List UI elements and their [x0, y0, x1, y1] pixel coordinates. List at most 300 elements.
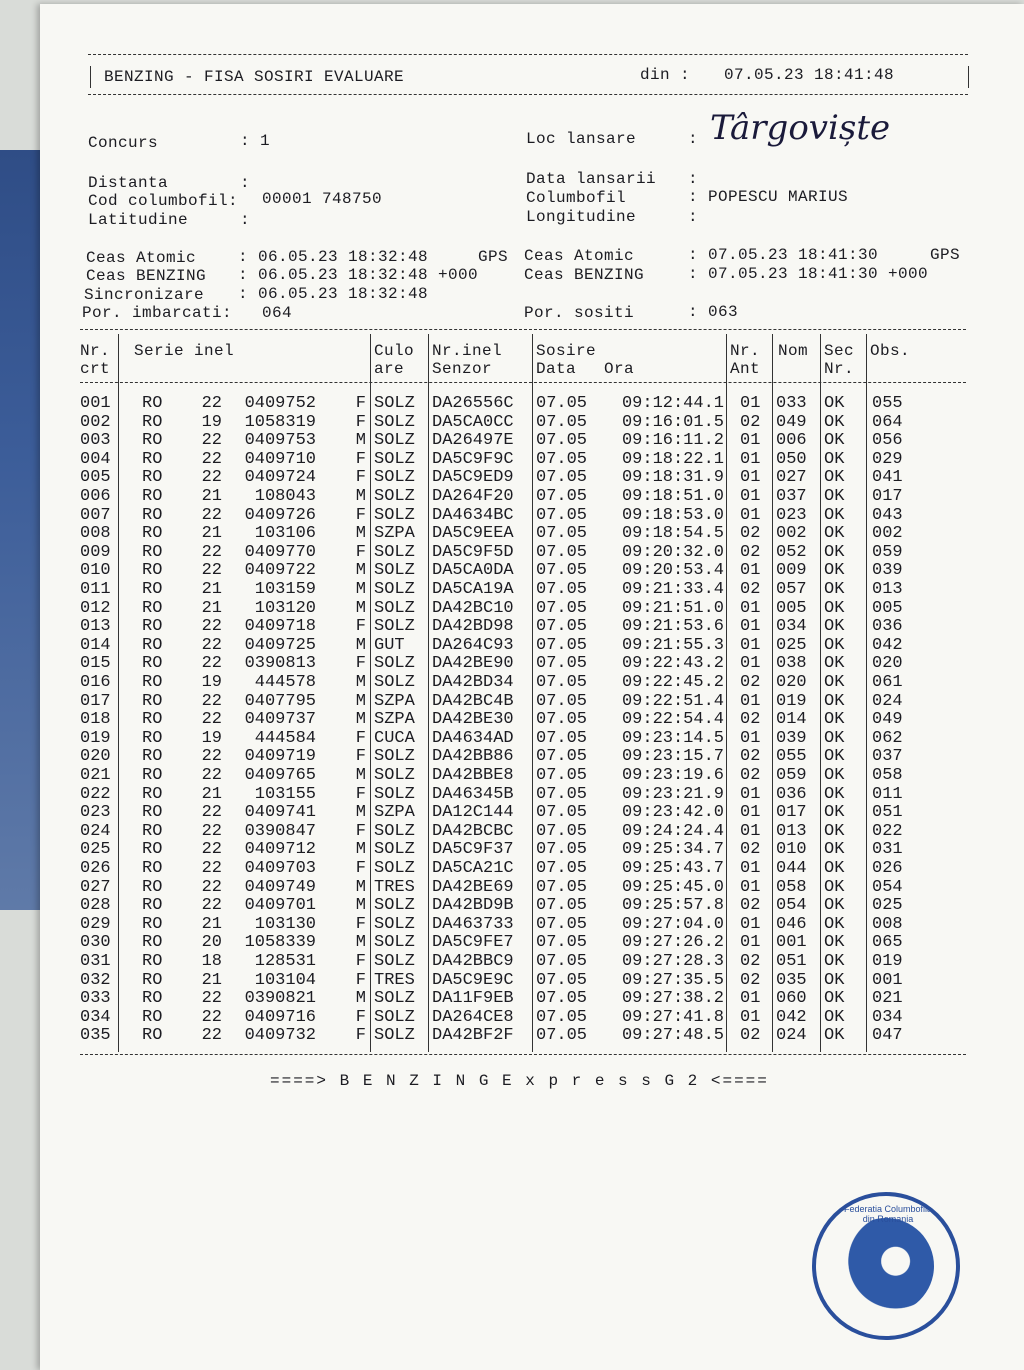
cell-nr-crt: 031: [80, 952, 111, 971]
cell-senzor: DA5C9ED9: [432, 468, 514, 488]
cell-nr-crt: 025: [80, 840, 111, 860]
cell-ring-number: 444578: [254, 673, 316, 692]
cell-country: RO: [142, 1007, 163, 1027]
ceas-atomic2-suffix: GPS: [930, 246, 961, 264]
cell-nom: 049: [776, 412, 807, 432]
cell-country: RO: [142, 989, 163, 1009]
cell-sec-nr: OK: [824, 654, 845, 674]
cell-obs: 049: [872, 710, 903, 730]
cell-nr-ant: 01: [740, 468, 761, 488]
cell-country: RO: [142, 635, 163, 655]
cell-sosire-ora: 09:22:51.4: [621, 691, 724, 711]
col-culoare-1: Culo: [374, 342, 415, 360]
cell-year: 22: [201, 766, 222, 785]
cell-culoare: SOLZ: [374, 468, 415, 488]
cell-nr-crt: 002: [80, 412, 111, 432]
cell-senzor: DA5CA0DA: [432, 561, 514, 581]
cell-ring-number: 0409718: [244, 617, 316, 637]
loc-lansare-colon: :: [688, 130, 699, 148]
columbofil-label: Columbofil: [526, 189, 627, 207]
cell-country: RO: [142, 505, 163, 525]
cell-nr-crt: 033: [80, 989, 111, 1009]
table-bottom-rule: [80, 1054, 966, 1055]
cell-nr-ant: 02: [740, 840, 761, 860]
cell-sosire-data: 07.05: [536, 542, 588, 562]
cell-country: RO: [142, 728, 163, 748]
cell-sex: F: [355, 542, 366, 562]
ceas-atomic-value: : 06.05.23 18:32:48: [238, 248, 429, 266]
cell-year: 21: [201, 914, 222, 934]
cell-country: RO: [142, 896, 163, 916]
cell-nom: 055: [776, 747, 807, 767]
cell-sec-nr: OK: [824, 635, 845, 655]
cell-culoare: SOLZ: [374, 580, 415, 599]
cell-nr-ant: 01: [740, 617, 761, 637]
cell-senzor: DA5CA0CC: [432, 412, 514, 432]
col-nom: Nom: [778, 342, 809, 360]
cell-sosire-ora: 09:25:43.7: [621, 859, 724, 878]
cell-culoare: SOLZ: [374, 598, 415, 618]
cell-sosire-data: 07.05: [536, 896, 588, 916]
cell-country: RO: [142, 710, 163, 730]
cell-sec-nr: OK: [824, 394, 845, 413]
cell-senzor: DA42BC10: [432, 598, 514, 618]
cell-nr-crt: 027: [80, 877, 111, 897]
cell-sosire-data: 07.05: [536, 617, 588, 637]
cell-nom: 017: [776, 803, 807, 823]
cell-sex: F: [355, 449, 366, 469]
concurs-label: Concurs: [88, 134, 159, 152]
cell-sosire-data: 07.05: [536, 449, 588, 469]
cell-year: 22: [201, 989, 222, 1009]
cell-sosire-data: 07.05: [536, 710, 588, 730]
cell-obs: 042: [872, 635, 903, 655]
por-imbarcati-value: 064: [262, 304, 293, 322]
cell-sosire-ora: 09:21:55.3: [621, 635, 724, 655]
cell-sosire-ora: 09:18:51.0: [621, 487, 724, 506]
table-row: [40, 915, 940, 934]
cell-sec-nr: OK: [824, 524, 845, 544]
col-nr-inel-2: Senzor: [432, 360, 493, 378]
cell-obs: 059: [872, 542, 903, 562]
cell-ring-number: 1058339: [244, 933, 316, 953]
pigeon-emblem-icon: [838, 1218, 934, 1314]
cell-nr-ant: 02: [740, 542, 761, 562]
cell-sex: M: [355, 673, 366, 692]
cell-sec-nr: OK: [824, 431, 845, 451]
cell-sex: F: [355, 970, 366, 990]
cell-obs: 002: [872, 524, 903, 544]
cell-nom: 059: [776, 766, 807, 785]
cell-sosire-ora: 09:23:42.0: [621, 803, 724, 823]
col-sosire-data: Data: [536, 360, 577, 378]
cell-country: RO: [142, 468, 163, 488]
cell-sosire-data: 07.05: [536, 598, 588, 618]
cell-ring-number: 0409701: [244, 896, 316, 916]
por-sositi-value: : 063: [688, 303, 739, 321]
cell-obs: 065: [872, 933, 903, 953]
cell-obs: 031: [872, 840, 903, 860]
cell-nr-ant: 01: [740, 914, 761, 934]
cell-country: RO: [142, 859, 163, 878]
cell-year: 21: [201, 487, 222, 506]
col-nr-crt-1: Nr.: [80, 342, 111, 360]
cell-culoare: SOLZ: [374, 449, 415, 469]
cell-ring-number: 0409732: [244, 1026, 316, 1046]
cell-nr-crt: 004: [80, 449, 111, 469]
cell-nom: 038: [776, 654, 807, 674]
cell-sosire-data: 07.05: [536, 673, 588, 692]
cell-nr-ant: 01: [740, 933, 761, 953]
cell-obs: 037: [872, 747, 903, 767]
cell-year: 20: [201, 933, 222, 953]
table-row: [40, 896, 940, 915]
cell-nr-crt: 029: [80, 914, 111, 934]
cell-nr-ant: 01: [740, 394, 761, 413]
cell-country: RO: [142, 766, 163, 785]
ceas-benzing-value: : 06.05.23 18:32:48 +000: [238, 266, 479, 284]
cell-year: 22: [201, 561, 222, 581]
cell-obs: 021: [872, 989, 903, 1009]
cell-sosire-ora: 09:23:19.6: [621, 766, 724, 785]
cell-sec-nr: OK: [824, 468, 845, 488]
cell-nr-crt: 017: [80, 691, 111, 711]
cell-obs: 019: [872, 952, 903, 971]
cell-culoare: SOLZ: [374, 784, 415, 804]
cell-nom: 044: [776, 859, 807, 878]
cell-obs: 054: [872, 877, 903, 897]
cell-ring-number: 103130: [254, 914, 316, 934]
cell-sosire-data: 07.05: [536, 766, 588, 785]
cell-sex: F: [355, 617, 366, 637]
cell-obs: 041: [872, 468, 903, 488]
cell-ring-number: 0409725: [244, 635, 316, 655]
table-row: [40, 878, 940, 897]
table-row: [40, 933, 940, 952]
cell-obs: 029: [872, 449, 903, 469]
cell-nr-ant: 02: [740, 524, 761, 544]
cell-year: 22: [201, 1026, 222, 1046]
cell-senzor: DA42BF2F: [432, 1026, 514, 1046]
cell-culoare: SOLZ: [374, 747, 415, 767]
cell-senzor: DA5C9F5D: [432, 542, 514, 562]
table-top-rule: [80, 329, 966, 330]
cell-obs: 043: [872, 505, 903, 525]
cell-senzor: DA42BB86: [432, 747, 514, 767]
cell-senzor: DA42BE90: [432, 654, 514, 674]
table-row: [40, 487, 940, 506]
cell-country: RO: [142, 952, 163, 971]
cell-nr-ant: 01: [740, 784, 761, 804]
cell-nom: 025: [776, 635, 807, 655]
cell-sec-nr: OK: [824, 784, 845, 804]
cell-obs: 008: [872, 914, 903, 934]
cell-sosire-ora: 09:18:22.1: [621, 449, 724, 469]
cell-sosire-ora: 09:23:21.9: [621, 784, 724, 804]
cell-sec-nr: OK: [824, 710, 845, 730]
arrival-sheet: [40, 4, 1024, 1370]
cell-year: 21: [201, 784, 222, 804]
cell-senzor: DA42BD98: [432, 617, 514, 637]
cell-year: 19: [201, 728, 222, 748]
cell-culoare: SOLZ: [374, 412, 415, 432]
cell-nom: 036: [776, 784, 807, 804]
cell-nr-ant: 01: [740, 635, 761, 655]
table-row: [40, 952, 940, 971]
cell-sec-nr: OK: [824, 561, 845, 581]
cell-ring-number: 0409726: [244, 505, 316, 525]
cell-sec-nr: OK: [824, 821, 845, 841]
cell-sosire-data: 07.05: [536, 747, 588, 767]
cell-nr-crt: 024: [80, 821, 111, 841]
cell-sosire-data: 07.05: [536, 952, 588, 971]
cell-nr-crt: 032: [80, 970, 111, 990]
cell-year: 22: [201, 394, 222, 413]
cell-culoare: SOLZ: [374, 933, 415, 953]
cell-obs: 005: [872, 598, 903, 618]
cell-nom: 058: [776, 877, 807, 897]
table-row: [40, 543, 940, 562]
col-nr-ant-2: Ant: [730, 360, 761, 378]
cell-culoare: SZPA: [374, 803, 415, 823]
cell-year: 22: [201, 803, 222, 823]
table-row: [40, 580, 940, 599]
cell-sosire-data: 07.05: [536, 840, 588, 860]
cell-country: RO: [142, 561, 163, 581]
cell-sosire-ora: 09:12:44.1: [621, 394, 724, 413]
table-row: [40, 431, 940, 450]
cell-nom: 006: [776, 431, 807, 451]
cell-nom: 037: [776, 487, 807, 506]
cell-obs: 017: [872, 487, 903, 506]
table-row: [40, 450, 940, 469]
cell-sex: F: [355, 784, 366, 804]
col-culoare-2: are: [374, 360, 405, 378]
cell-nr-crt: 016: [80, 673, 111, 692]
cell-senzor: DA12C144: [432, 803, 514, 823]
cell-ring-number: 128531: [254, 952, 316, 971]
col-sec-nr-1: Sec: [824, 342, 855, 360]
cell-obs: 039: [872, 561, 903, 581]
cell-sosire-data: 07.05: [536, 635, 588, 655]
cell-nr-crt: 011: [80, 580, 111, 599]
cell-nr-ant: 01: [740, 487, 761, 506]
cell-country: RO: [142, 431, 163, 451]
cell-sosire-data: 07.05: [536, 784, 588, 804]
cell-sosire-data: 07.05: [536, 691, 588, 711]
cell-sec-nr: OK: [824, 970, 845, 990]
cell-country: RO: [142, 914, 163, 934]
cell-culoare: SOLZ: [374, 989, 415, 1009]
cell-culoare: SOLZ: [374, 1026, 415, 1046]
cell-sex: F: [355, 859, 366, 878]
cell-year: 22: [201, 505, 222, 525]
cell-nr-ant: 02: [740, 580, 761, 599]
cell-obs: 062: [872, 728, 903, 748]
background-binder-strip: [0, 150, 40, 910]
cell-sec-nr: OK: [824, 1026, 845, 1046]
cell-year: 22: [201, 896, 222, 916]
cell-sec-nr: OK: [824, 691, 845, 711]
cell-year: 22: [201, 635, 222, 655]
cell-sosire-ora: 09:20:53.4: [621, 561, 724, 581]
cell-senzor: DA5CA19A: [432, 580, 514, 599]
cell-year: 22: [201, 654, 222, 674]
cell-nom: 035: [776, 970, 807, 990]
cell-obs: 058: [872, 766, 903, 785]
cell-sex: M: [355, 710, 366, 730]
col-nr-crt-2: crt: [80, 360, 111, 378]
cell-nom: 033: [776, 394, 807, 413]
cell-sosire-data: 07.05: [536, 412, 588, 432]
cell-sosire-data: 07.05: [536, 914, 588, 934]
cell-culoare: SOLZ: [374, 542, 415, 562]
cell-sex: F: [355, 654, 366, 674]
cell-sosire-ora: 09:25:57.8: [621, 896, 724, 916]
cell-culoare: SOLZ: [374, 617, 415, 637]
table-row: [40, 971, 940, 990]
cell-country: RO: [142, 673, 163, 692]
cell-ring-number: 0409737: [244, 710, 316, 730]
cell-sosire-ora: 09:21:51.0: [621, 598, 724, 618]
cell-year: 22: [201, 542, 222, 562]
cell-country: RO: [142, 821, 163, 841]
cell-sex: F: [355, 914, 366, 934]
cell-sosire-data: 07.05: [536, 394, 588, 413]
cell-sosire-data: 07.05: [536, 1007, 588, 1027]
cell-sosire-ora: 09:27:35.5: [621, 970, 724, 990]
cell-sec-nr: OK: [824, 728, 845, 748]
cell-year: 21: [201, 524, 222, 544]
cell-sosire-ora: 09:27:28.3: [621, 952, 724, 971]
cell-country: RO: [142, 840, 163, 860]
por-sositi-label: Por. sositi: [524, 304, 635, 322]
report-date-value: 07.05.23 18:41:48: [724, 66, 895, 84]
cell-sosire-data: 07.05: [536, 431, 588, 451]
sheet-title: BENZING - FISA SOSIRI EVALUARE: [104, 68, 405, 86]
cell-country: RO: [142, 524, 163, 544]
cell-obs: 051: [872, 803, 903, 823]
cell-nr-ant: 02: [740, 412, 761, 432]
cell-sec-nr: OK: [824, 952, 845, 971]
cell-ring-number: 103159: [254, 580, 316, 599]
cell-senzor: DA11F9EB: [432, 989, 514, 1009]
cell-culoare: SOLZ: [374, 896, 415, 916]
cell-sosire-data: 07.05: [536, 933, 588, 953]
cell-year: 22: [201, 691, 222, 711]
header-right-bar: [968, 66, 969, 88]
distanta-value: :: [240, 174, 251, 192]
cell-nom: 001: [776, 933, 807, 953]
latitudine-label: Latitudine: [88, 211, 189, 229]
cell-sex: M: [355, 431, 366, 451]
cell-sex: M: [355, 840, 366, 860]
cell-nom: 013: [776, 821, 807, 841]
cell-nr-ant: 01: [740, 1007, 761, 1027]
table-row: [40, 766, 940, 785]
cell-year: 21: [201, 970, 222, 990]
cell-ring-number: 444584: [254, 728, 316, 748]
cell-nr-ant: 01: [740, 859, 761, 878]
cell-senzor: DA5C9EEA: [432, 524, 514, 544]
cell-sec-nr: OK: [824, 859, 845, 878]
cell-senzor: DA463733: [432, 914, 514, 934]
cell-nr-crt: 030: [80, 933, 111, 953]
cell-senzor: DA5C9F37: [432, 840, 514, 860]
cell-culoare: SZPA: [374, 710, 415, 730]
cell-senzor: DA264CE8: [432, 1007, 514, 1027]
cell-nom: 042: [776, 1007, 807, 1027]
cell-sosire-data: 07.05: [536, 989, 588, 1009]
table-row: [40, 673, 940, 692]
header-left-bar: [90, 66, 91, 88]
por-imbarcati-label: Por. imbarcati:: [82, 304, 233, 322]
cell-culoare: GUT: [374, 635, 405, 655]
cell-sosire-ora: 09:27:26.2: [621, 933, 724, 953]
cell-obs: 001: [872, 970, 903, 990]
cell-ring-number: 0409716: [244, 1007, 316, 1027]
cell-senzor: DA5C9F9C: [432, 449, 514, 469]
cell-sosire-ora: 09:25:34.7: [621, 840, 724, 860]
cell-sec-nr: OK: [824, 580, 845, 599]
cell-sec-nr: OK: [824, 412, 845, 432]
cell-sex: F: [355, 412, 366, 432]
loc-lansare-handwritten: Târgoviște: [710, 108, 891, 148]
cell-sosire-data: 07.05: [536, 524, 588, 544]
cell-nr-crt: 003: [80, 431, 111, 451]
cell-sosire-ora: 09:27:41.8: [621, 1007, 724, 1027]
cell-sosire-ora: 09:16:11.2: [621, 431, 724, 451]
cell-sec-nr: OK: [824, 449, 845, 469]
cell-year: 22: [201, 840, 222, 860]
cell-culoare: SOLZ: [374, 654, 415, 674]
cell-ring-number: 108043: [254, 487, 316, 506]
cell-culoare: SZPA: [374, 524, 415, 544]
cell-culoare: SOLZ: [374, 487, 415, 506]
cell-sex: F: [355, 1026, 366, 1046]
cell-nr-crt: 028: [80, 896, 111, 916]
col-serie-inel: Serie inel: [134, 342, 235, 360]
cell-country: RO: [142, 580, 163, 599]
cell-sex: M: [355, 989, 366, 1009]
cell-obs: 013: [872, 580, 903, 599]
cell-nr-crt: 020: [80, 747, 111, 767]
cell-country: RO: [142, 877, 163, 897]
cell-ring-number: 0390847: [244, 821, 316, 841]
cell-country: RO: [142, 747, 163, 767]
cell-sex: F: [355, 747, 366, 767]
cell-sex: M: [355, 561, 366, 581]
cell-ring-number: 103155: [254, 784, 316, 804]
cell-country: RO: [142, 394, 163, 413]
cell-obs: 022: [872, 821, 903, 841]
cell-nom: 051: [776, 952, 807, 971]
cell-country: RO: [142, 803, 163, 823]
cell-year: 22: [201, 747, 222, 767]
cell-country: RO: [142, 412, 163, 432]
cell-culoare: SOLZ: [374, 914, 415, 934]
table-row: [40, 468, 940, 487]
ceas-benzing2-label: Ceas BENZING: [524, 266, 645, 284]
cell-nr-ant: 01: [740, 691, 761, 711]
cell-sosire-ora: 09:27:04.0: [621, 914, 724, 934]
cell-nom: 010: [776, 840, 807, 860]
cell-year: 21: [201, 580, 222, 599]
cell-country: RO: [142, 598, 163, 618]
cell-senzor: DA42BBC9: [432, 952, 514, 971]
longitudine-label: Longitudine: [526, 208, 637, 226]
cell-culoare: SOLZ: [374, 561, 415, 581]
